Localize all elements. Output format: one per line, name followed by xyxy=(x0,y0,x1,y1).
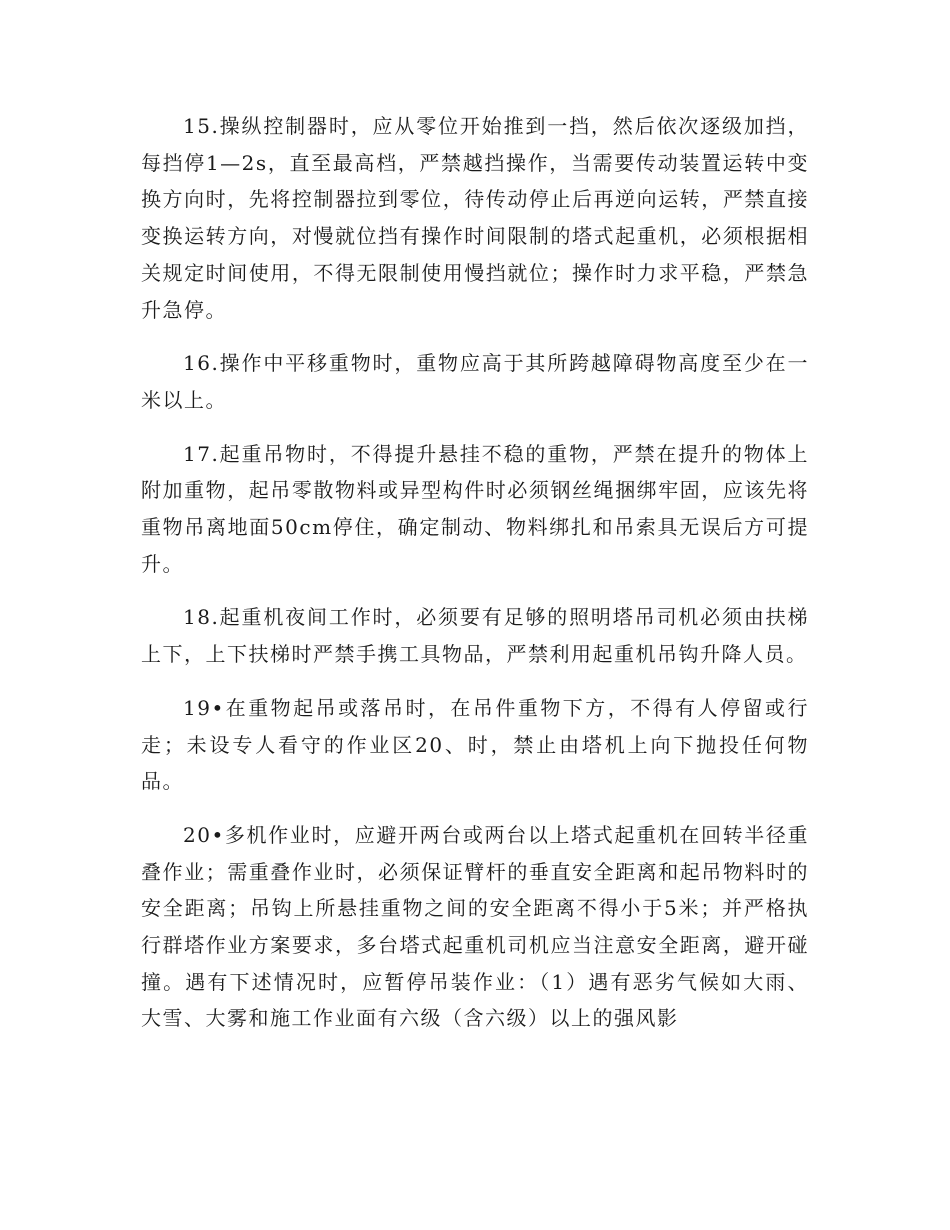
paragraph-18: 18.起重机夜间工作时，必须要有足够的照明塔吊司机必须由扶梯上下，上下扶梯时严禁手携工具物品，严禁利用起重机吊钩升降人员。 xyxy=(141,605,809,667)
paragraph-16: 16.操作中平移重物时，重物应高于其所跨越障碍物高度至少在一米以上。 xyxy=(141,351,809,412)
paragraph-19: 19•在重物起吊或落吊时，在吊件重物下方，不得有人停留或行走；未设专人看守的作业区20、时，禁止由塔机上向下抛投任何物品。 xyxy=(141,695,809,794)
paragraph-17: 17.起重吊物时，不得提升悬挂不稳的重物，严禁在提升的物体上附加重物，起吊零散物料或异型构件时必须钢丝绳捆绑牢固，应该先将重物吊离地面50cm停住，确定制动、物料绑扎和吊索具无误后方可提升。 xyxy=(141,441,809,576)
paragraph-20: 20•多机作业时，应避开两台或两台以上塔式起重机在回转半径重叠作业；需重叠作业时，必须保证臂杆的垂直安全距离和起吊物料时的安全距离；吊钩上所悬挂重物之间的安全距离不得小于5米；并严格执行群塔作业方案要求，多台塔式起重机司机应当注意安全距离，避开碰撞。遇有下述情况时，应暂停吊装作业：（1）遇有恶劣气候如大雨、大雪、大雾和施工作业面有六级（含六级）以上的强风影 xyxy=(141,822,809,1031)
document-body xyxy=(141,108,809,1054)
paragraph-15: 15.操纵控制器时，应从零位开始推到一挡，然后依次逐级加挡，每挡停1—2s，直至最高档，严禁越挡操作，当需要传动装置运转中变换方向时，先将控制器拉到零位，待传动停止后再逆向运转，严禁直接变换运转方向，对慢就位挡有操作时间限制的塔式起重机，必须根据相关规定时间使用，不得无限制使用慢挡就位；操作时力求平稳，严禁急升急停。 xyxy=(141,114,809,322)
